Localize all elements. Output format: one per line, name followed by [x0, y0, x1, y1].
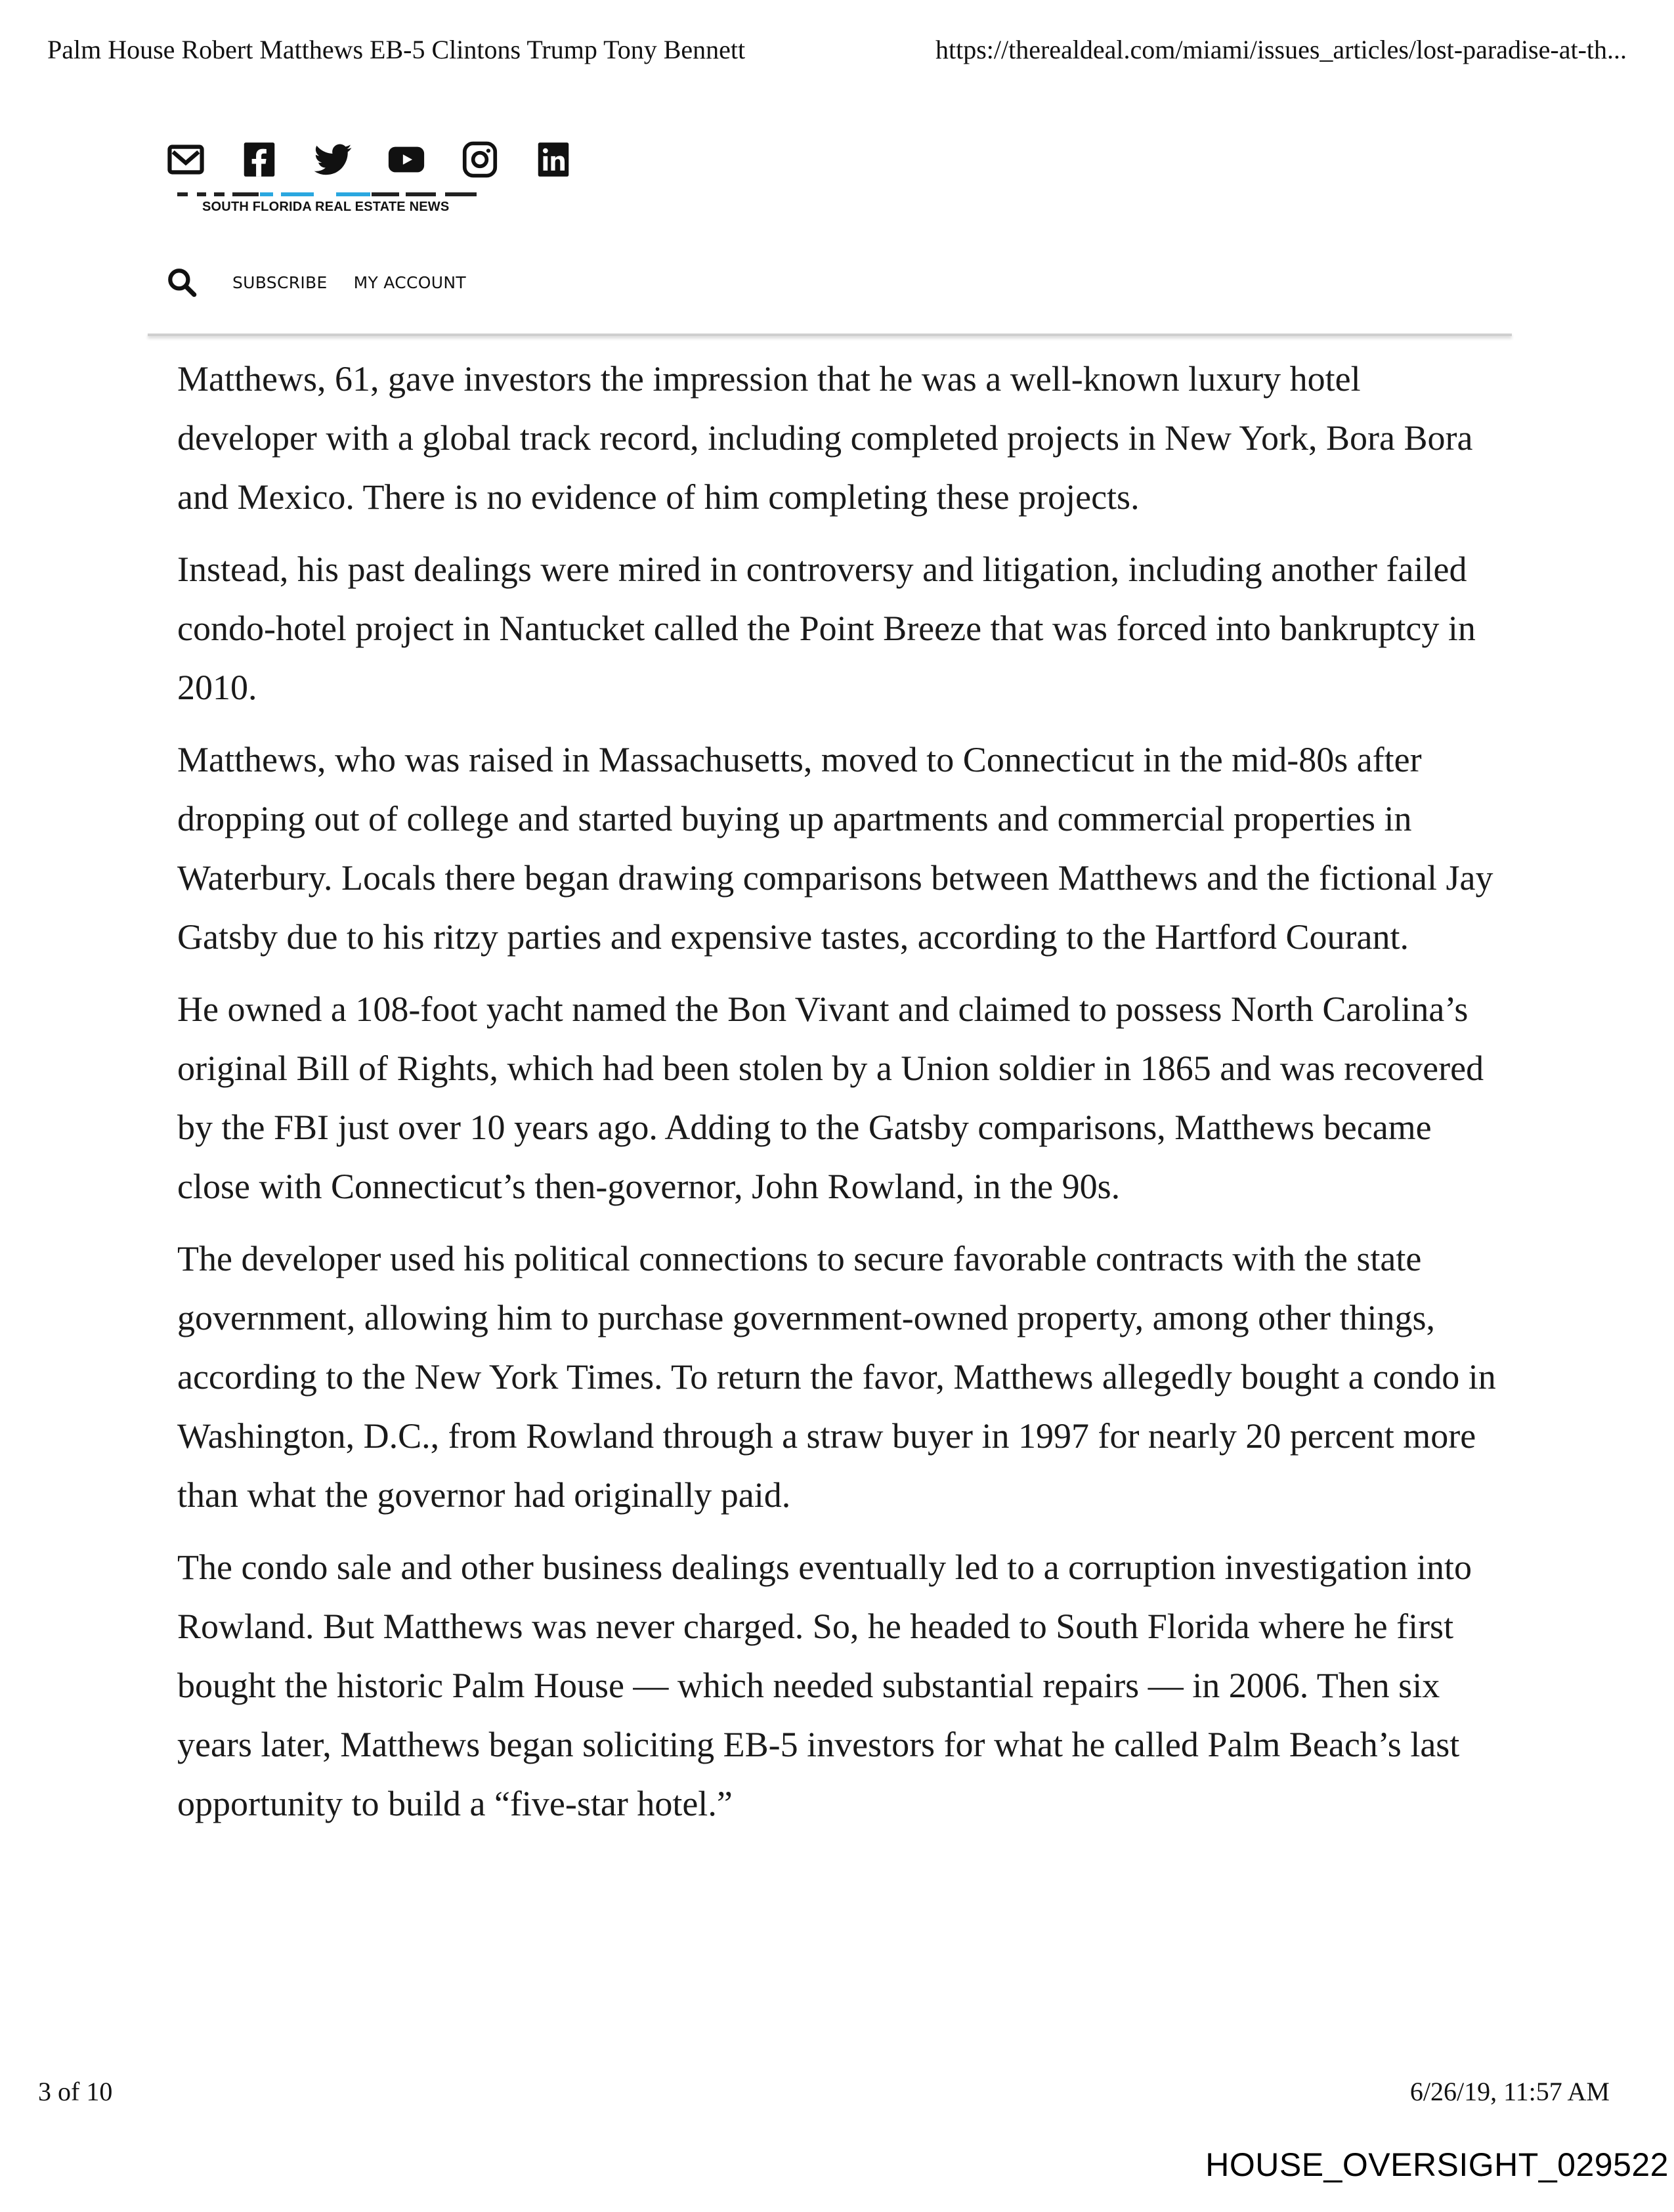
article-body	[177, 349, 1503, 1846]
email-icon[interactable]	[165, 139, 206, 180]
top-nav	[165, 266, 492, 299]
article-paragraph: The developer used his political connections to secure favorable contracts with the state government, allowing him to purchase government-owned property, among other things, according to the New York Times. To return the favor, Matthews allegedly bought a condo in Washington, D.C., from Rowland through a straw buyer in 1997 for nearly 20 percent more than what the governor had originally paid.	[177, 1239, 1496, 1515]
instagram-icon[interactable]	[460, 139, 500, 180]
print-timestamp: 6/26/19, 11:57 AM	[1409, 2077, 1610, 2106]
linkedin-icon[interactable]	[533, 139, 574, 180]
twitter-icon[interactable]	[312, 139, 353, 180]
subscribe-link[interactable]: SUBSCRIBE	[232, 272, 328, 292]
article-paragraph: Matthews, who was raised in Massachusetts, moved to Connecticut in the mid-80s after dropping out of college and started buying up apartments and commercial properties in Waterbury. Locals there began drawing comparisons between Matthews and the fictional Jay Gatsby due to his ritzy parties and expensive tastes, according to the Hartford Courant.	[177, 740, 1493, 957]
page-url: https://therealdeal.com/miami/issues_articles/lost-paradise-at-th...	[935, 35, 1627, 64]
facebook-icon[interactable]	[239, 139, 280, 180]
my-account-link[interactable]: MY ACCOUNT	[353, 272, 466, 292]
bates-stamp: HOUSE_OVERSIGHT_029522	[1205, 2146, 1669, 2183]
header-divider	[148, 334, 1512, 336]
page-number: 3 of 10	[38, 2077, 113, 2106]
social-links	[165, 139, 574, 180]
page-title: Palm House Robert Matthews EB-5 Clintons Trump Tony Bennett	[47, 35, 746, 64]
search-icon[interactable]	[165, 266, 198, 299]
article-paragraph: He owned a 108-foot yacht named the Bon Vivant and claimed to possess North Carolina’s original Bill of Rights, which had been stolen by a Union soldier in 1865 and was recovered by the FBI just over 10 years ago. Adding to the Gatsby comparisons, Matthews became close with Connecticut’s then-governor, John Rowland, in the 90s.	[177, 989, 1484, 1206]
article-paragraph: Instead, his past dealings were mired in controversy and litigation, including another failed condo-hotel project in Nantucket called the Point Breeze that was forced into bankruptcy in 2010.	[177, 550, 1476, 707]
print-header	[47, 34, 1627, 74]
youtube-icon[interactable]	[386, 139, 427, 180]
article-paragraph: The condo sale and other business dealings eventually led to a corruption investigation into Rowland. But Matthews was never charged. So, he headed to South Florida where he first bought the historic Palm House — which needed substantial repairs — in 2006. Then six years later, Matthews began soliciting EB-5 investors for what he called Palm Beach’s last opportunity to build a “five-star hotel.”	[177, 1548, 1472, 1823]
article-paragraph: Matthews, 61, gave investors the impression that he was a well-known luxury hotel developer with a global track record, including completed projects in New York, Bora Bora and Mexico. There is no evidence of him completing these projects.	[177, 359, 1473, 517]
site-logo[interactable]	[177, 192, 479, 198]
print-footer	[38, 2076, 1610, 2109]
site-tagline: SOUTH FLORIDA REAL ESTATE NEWS	[202, 200, 450, 214]
